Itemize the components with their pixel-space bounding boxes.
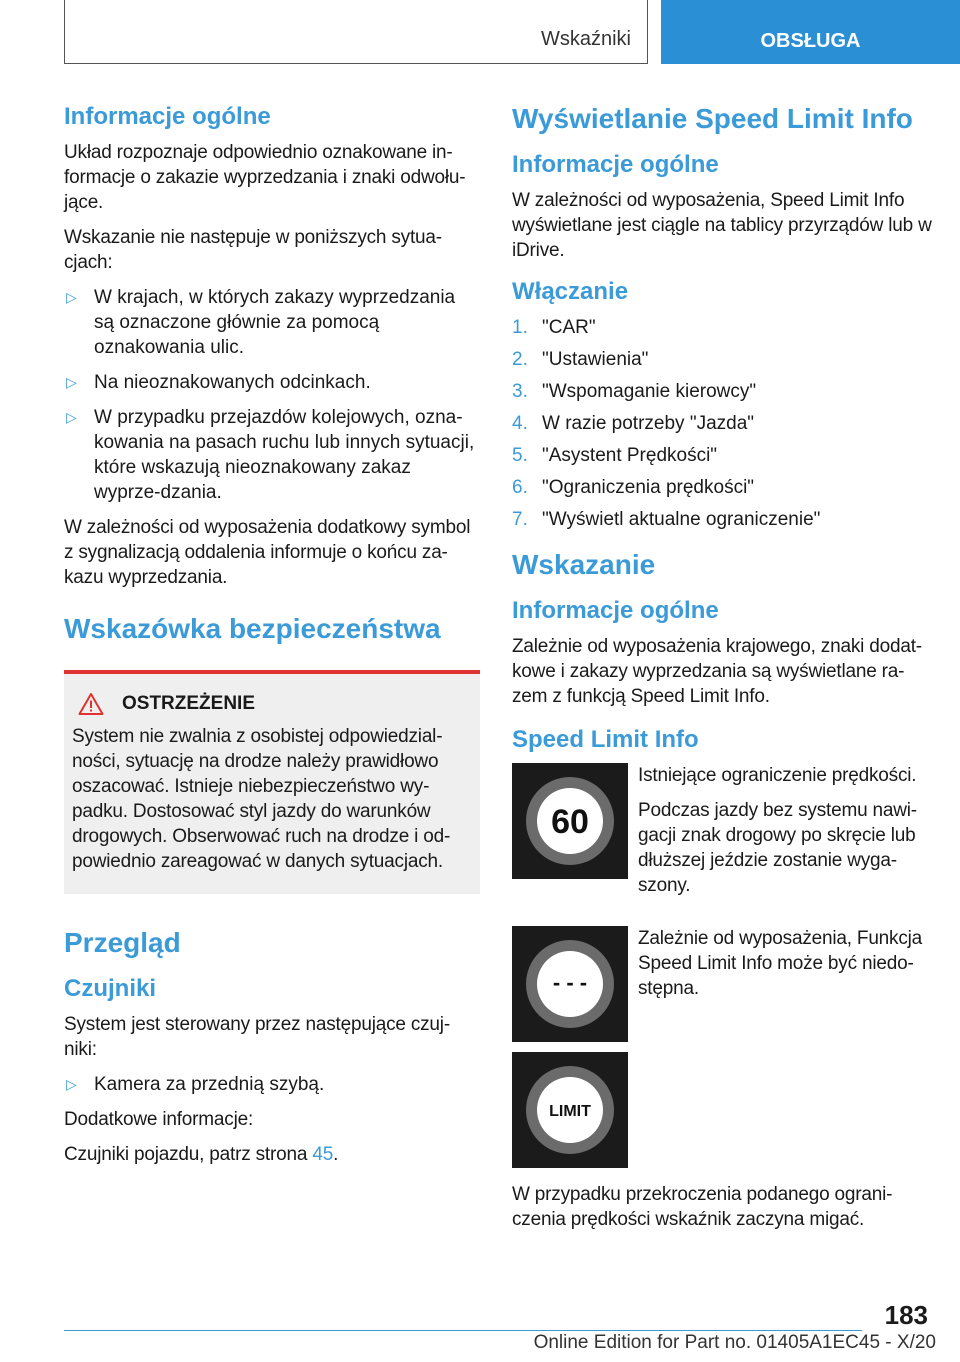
- list-item: ▷ W krajach, w których zakazy wyprzedzania są oznaczone głównie za pomocą oznakowania ulic.: [66, 287, 456, 358]
- sign-row-limit: [512, 1052, 932, 1168]
- heading-speed-limit-info: Speed Limit Info: [512, 726, 699, 753]
- paragraph: W przypadku przekroczenia podanego ograni-czenia prędkości wskaźnik zaczyna migać.: [512, 1184, 893, 1230]
- paragraph: Zależnie od wyposażenia krajowego, znaki dodat-kowe i zakazy wyprzedzania są wyświetlane ra-zem z funkcją Speed Limit Info.: [512, 636, 922, 707]
- list-item: 3. "Wspomaganie kierowcy": [512, 381, 757, 402]
- header-chapter-tab[interactable]: OBSŁUGA: [661, 0, 960, 64]
- heading-enable: Włączanie: [512, 278, 629, 305]
- steps-list: [512, 315, 932, 532]
- sign-value-limit: LIMIT: [549, 1103, 591, 1120]
- bullet-list: [64, 285, 480, 505]
- paragraph: Układ rozpoznaje odpowiednio oznakowane in-formacje o zakazie wyprzedzania i znaki odwołu-jące.: [64, 142, 466, 213]
- page-link[interactable]: 45: [312, 1144, 334, 1165]
- sign-value-dashes: - - -: [552, 970, 588, 995]
- sign-row-60: [512, 763, 932, 908]
- list-item: 5. "Asystent Prędkości": [512, 445, 718, 466]
- sign-description: Istniejące ograniczenie prędkości. Podczas jazdy bez systemu nawi-gacji znak drogowy po skręcie lub dłuższej jeździe zostanie wyga-szony.: [638, 765, 917, 896]
- paragraph: W zależności od wyposażenia dodatkowy symbol z sygnalizacją oddalenia informuje o końcu za-kazu wyprzedzania.: [64, 517, 471, 588]
- limit-sign-icon: [512, 1052, 628, 1168]
- right-column: [512, 100, 932, 1242]
- header-section-title: Wskaźniki: [540, 28, 631, 50]
- triangle-bullet-icon: ▷: [66, 289, 77, 305]
- speed-limit-60-sign-icon: [512, 763, 628, 879]
- heading-overview: Przegląd: [64, 927, 181, 958]
- paragraph: System jest sterowany przez następujące czuj-niki:: [64, 1014, 450, 1060]
- triangle-bullet-icon: ▷: [66, 1076, 77, 1092]
- triangle-bullet-icon: ▷: [66, 374, 77, 390]
- list-item: 6. "Ograniczenia prędkości": [512, 477, 755, 498]
- left-column: [64, 100, 480, 1177]
- heading-speed-limit-display: Wyświetlanie Speed Limit Info: [512, 103, 913, 134]
- list-item: 1. "CAR": [512, 317, 596, 338]
- list-item: ▷ Na nieoznakowanych odcinkach.: [66, 372, 371, 393]
- bullet-list: [64, 1072, 480, 1097]
- list-item: 2. "Ustawienia": [512, 349, 649, 370]
- heading-display: Wskazanie: [512, 549, 656, 580]
- warning-box: [64, 670, 480, 894]
- list-item: ▷ W przypadku przejazdów kolejowych, ozna-kowania na pasach ruchu lub innych sytuacji, które wskazują nieoznakowany zakaz wyprze-dzania.: [66, 407, 475, 503]
- paragraph-reference: Czujniki pojazdu, patrz strona 45.: [64, 1144, 339, 1165]
- list-item: 4. W razie potrzeby "Jazda": [512, 413, 755, 434]
- footer-divider: [64, 1330, 862, 1331]
- list-item: 7. "Wyświetl aktualne ograniczenie": [512, 509, 821, 530]
- paragraph: W zależności od wyposażenia, Speed Limit Info wyświetlane jest ciągle na tablicy przyrządów lub w iDrive.: [512, 190, 932, 261]
- speed-limit-unavailable-sign-icon: [512, 926, 628, 1042]
- sign-description: Zależnie od wyposażenia, Funkcja Speed Limit Info może być niedo-stępna.: [638, 928, 923, 999]
- triangle-bullet-icon: ▷: [66, 409, 77, 425]
- paragraph: Dodatkowe informacje:: [64, 1109, 254, 1130]
- heading-general-info: Informacje ogólne: [64, 103, 271, 130]
- sign-row-unavailable: [512, 926, 932, 1042]
- heading-safety: Wskazówka bezpieczeństwa: [64, 613, 441, 644]
- header-box: [64, 0, 648, 64]
- paragraph: Wskazanie nie następuje w poniższych sytua-cjach:: [64, 227, 442, 273]
- footer-edition: Online Edition for Part no. 01405A1EC45 - X/20: [533, 1332, 936, 1353]
- warning-triangle-icon: [78, 692, 104, 716]
- warning-text: System nie zwalnia z osobistej odpowiedzial-ności, sytuację na drodze należy prawidłowo oszacować. Istnieje niebezpieczeństwo wy-padku. Dostosować styl jazdy do warunków drogowych. Obserwować ruch na drodze i od-powiednio zareagować w danych sytuacjach.: [72, 726, 451, 872]
- heading-sensors: Czujniki: [64, 975, 157, 1002]
- heading-general-info: Informacje ogólne: [512, 151, 719, 178]
- page-number: 183: [884, 1300, 928, 1330]
- warning-title: OSTRZEŻENIE: [72, 692, 472, 716]
- list-item: ▷ Kamera za przednią szybą.: [66, 1074, 325, 1095]
- sign-value-60: 60: [551, 803, 589, 841]
- heading-general-info-2: Informacje ogólne: [512, 597, 719, 624]
